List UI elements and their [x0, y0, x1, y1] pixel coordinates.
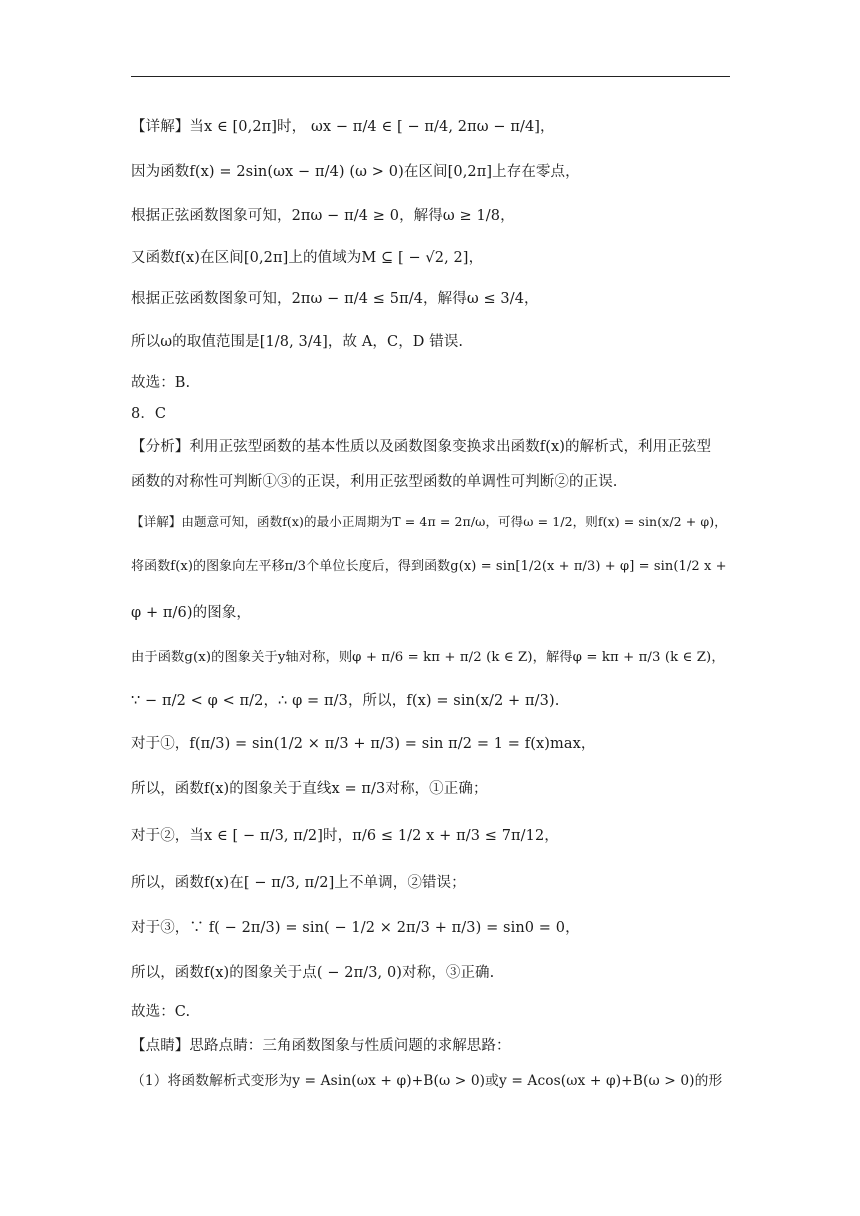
text-line: 【详解】由题意可知，函数f(x)的最小正周期为T = 4π = 2π/ω，可得ω = 1/2，则f(x) = sin(x/2 + φ)，	[131, 514, 727, 529]
text-line: 又函数f(x)在区间[0,2π]上的值域为M ⊆ [ − √2, 2]，	[131, 250, 484, 266]
text-line: 根据正弦函数图象可知，2πω − π/4 ≤ 5π/4，解得ω ≤ 3/4，	[131, 291, 539, 307]
text-line: 所以，函数f(x)的图象关于直线x = π/3对称，①正确；	[131, 781, 488, 797]
text-line: 故选：C.	[131, 1004, 191, 1020]
text-line: 故选：B.	[131, 375, 191, 391]
text-line: 根据正弦函数图象可知，2πω − π/4 ≥ 0，解得ω ≥ 1/8，	[131, 208, 515, 224]
text-line: 函数的对称性可判断①③的正误，利用正弦型函数的单调性可判断②的正误.	[131, 474, 618, 490]
text-line: φ + π/6)的图象，	[131, 605, 252, 621]
text-line: 所以，函数f(x)的图象关于点( − 2π/3, 0)对称，③正确.	[131, 965, 495, 981]
text-line: 所以ω的取值范围是[1/8, 3/4]，故 A，C，D 错误.	[131, 334, 464, 350]
text-line: 将函数f(x)的图象向左平移π/3个单位长度后，得到函数g(x) = sin[1/2(x + π/3) + φ] = sin(1/2 x +	[131, 559, 727, 574]
text-line: 【分析】利用正弦型函数的基本性质以及函数图象变换求出函数f(x)的解析式，利用正弦型	[131, 439, 712, 455]
text-line: 【点睛】思路点睛：三角函数图象与性质问题的求解思路：	[131, 1038, 511, 1054]
text-line: （1）将函数解析式变形为y = Asin(ωx + φ)+B(ω > 0)或y = Acos(ωx + φ)+B(ω > 0)的形	[131, 1073, 723, 1089]
text-line: 对于②，当x ∈ [ − π/3, π/2]时，π/6 ≤ 1/2 x + π/3 ≤ 7π/12，	[131, 828, 559, 844]
text-line: 【详解】当x ∈ [0,2π]时， ωx − π/4 ∈ [ − π/4, 2πω − π/4]，	[131, 119, 555, 135]
text-line: 对于③，∵ f( − 2π/3) = sin( − 1/2 × 2π/3 + π/3) = sin0 = 0，	[131, 920, 580, 936]
question-number: 8．C	[131, 406, 167, 422]
text-line: 所以，函数f(x)在[ − π/3, π/2]上不单调，②错误；	[131, 875, 466, 891]
text-line: 因为函数f(x) = 2sin(ωx − π/4) (ω > 0)在区间[0,2π]上存在零点，	[131, 164, 580, 180]
header-rule	[131, 76, 730, 77]
text-line: 由于函数g(x)的图象关于y轴对称，则φ + π/6 = kπ + π/2 (k ∈ Z)，解得φ = kπ + π/3 (k ∈ Z)，	[131, 650, 725, 665]
text-line: ∵ − π/2 < φ < π/2，∴ φ = π/3，所以，f(x) = sin(x/2 + π/3).	[131, 693, 560, 709]
text-line: 对于①，f(π/3) = sin(1/2 × π/3 + π/3) = sin π/2 = 1 = f(x)max，	[131, 736, 596, 752]
